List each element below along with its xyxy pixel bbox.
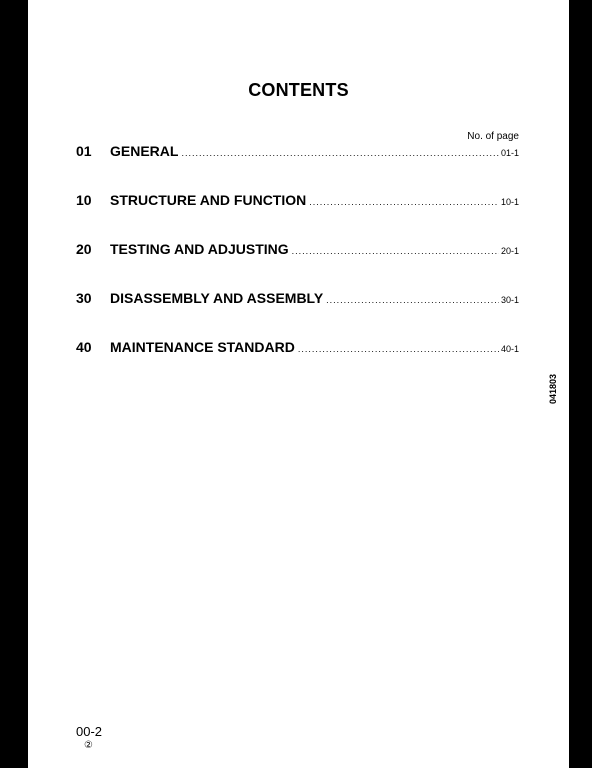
toc-entry-number: 20 xyxy=(76,241,92,257)
toc-entry-page: 20-1 xyxy=(500,246,519,256)
toc-entry-number: 10 xyxy=(76,192,92,208)
toc-entry-number: 30 xyxy=(76,290,92,306)
toc-entry-testing-and-adjusting[interactable] xyxy=(76,241,519,290)
dot-leader xyxy=(326,295,499,305)
dot-leader xyxy=(292,246,499,256)
toc-entry-general[interactable] xyxy=(76,143,519,192)
dot-leader xyxy=(298,344,499,354)
toc-entry-page: 10-1 xyxy=(500,197,519,207)
toc-entry-title: STRUCTURE AND FUNCTION xyxy=(110,192,307,208)
toc-entry-page: 01-1 xyxy=(500,148,519,158)
toc-entry-title: MAINTENANCE STANDARD xyxy=(110,339,295,355)
toc-entry-title: GENERAL xyxy=(110,143,179,159)
document-page xyxy=(28,0,569,768)
dot-leader xyxy=(309,197,499,207)
toc-entry-title: TESTING AND ADJUSTING xyxy=(110,241,289,257)
page-title: CONTENTS xyxy=(248,80,349,100)
toc-entry-page: 30-1 xyxy=(500,295,519,305)
footer-page-number: 00-2 xyxy=(76,724,103,739)
revision-mark: ② xyxy=(84,740,93,751)
toc-entry-maintenance-standard[interactable] xyxy=(76,339,519,388)
toc-entry-title: DISASSEMBLY AND ASSEMBLY xyxy=(110,290,324,306)
side-document-code: 041803 xyxy=(548,373,559,405)
toc-entry-page: 40-1 xyxy=(500,344,519,354)
dot-leader xyxy=(181,148,499,158)
toc-entry-disassembly-and-assembly[interactable] xyxy=(76,290,519,339)
table-of-contents xyxy=(76,143,519,388)
toc-entry-structure-and-function[interactable] xyxy=(76,192,519,241)
toc-entry-number: 40 xyxy=(76,339,92,355)
page-column-header: No. of page xyxy=(467,131,519,142)
toc-entry-number: 01 xyxy=(76,143,92,159)
